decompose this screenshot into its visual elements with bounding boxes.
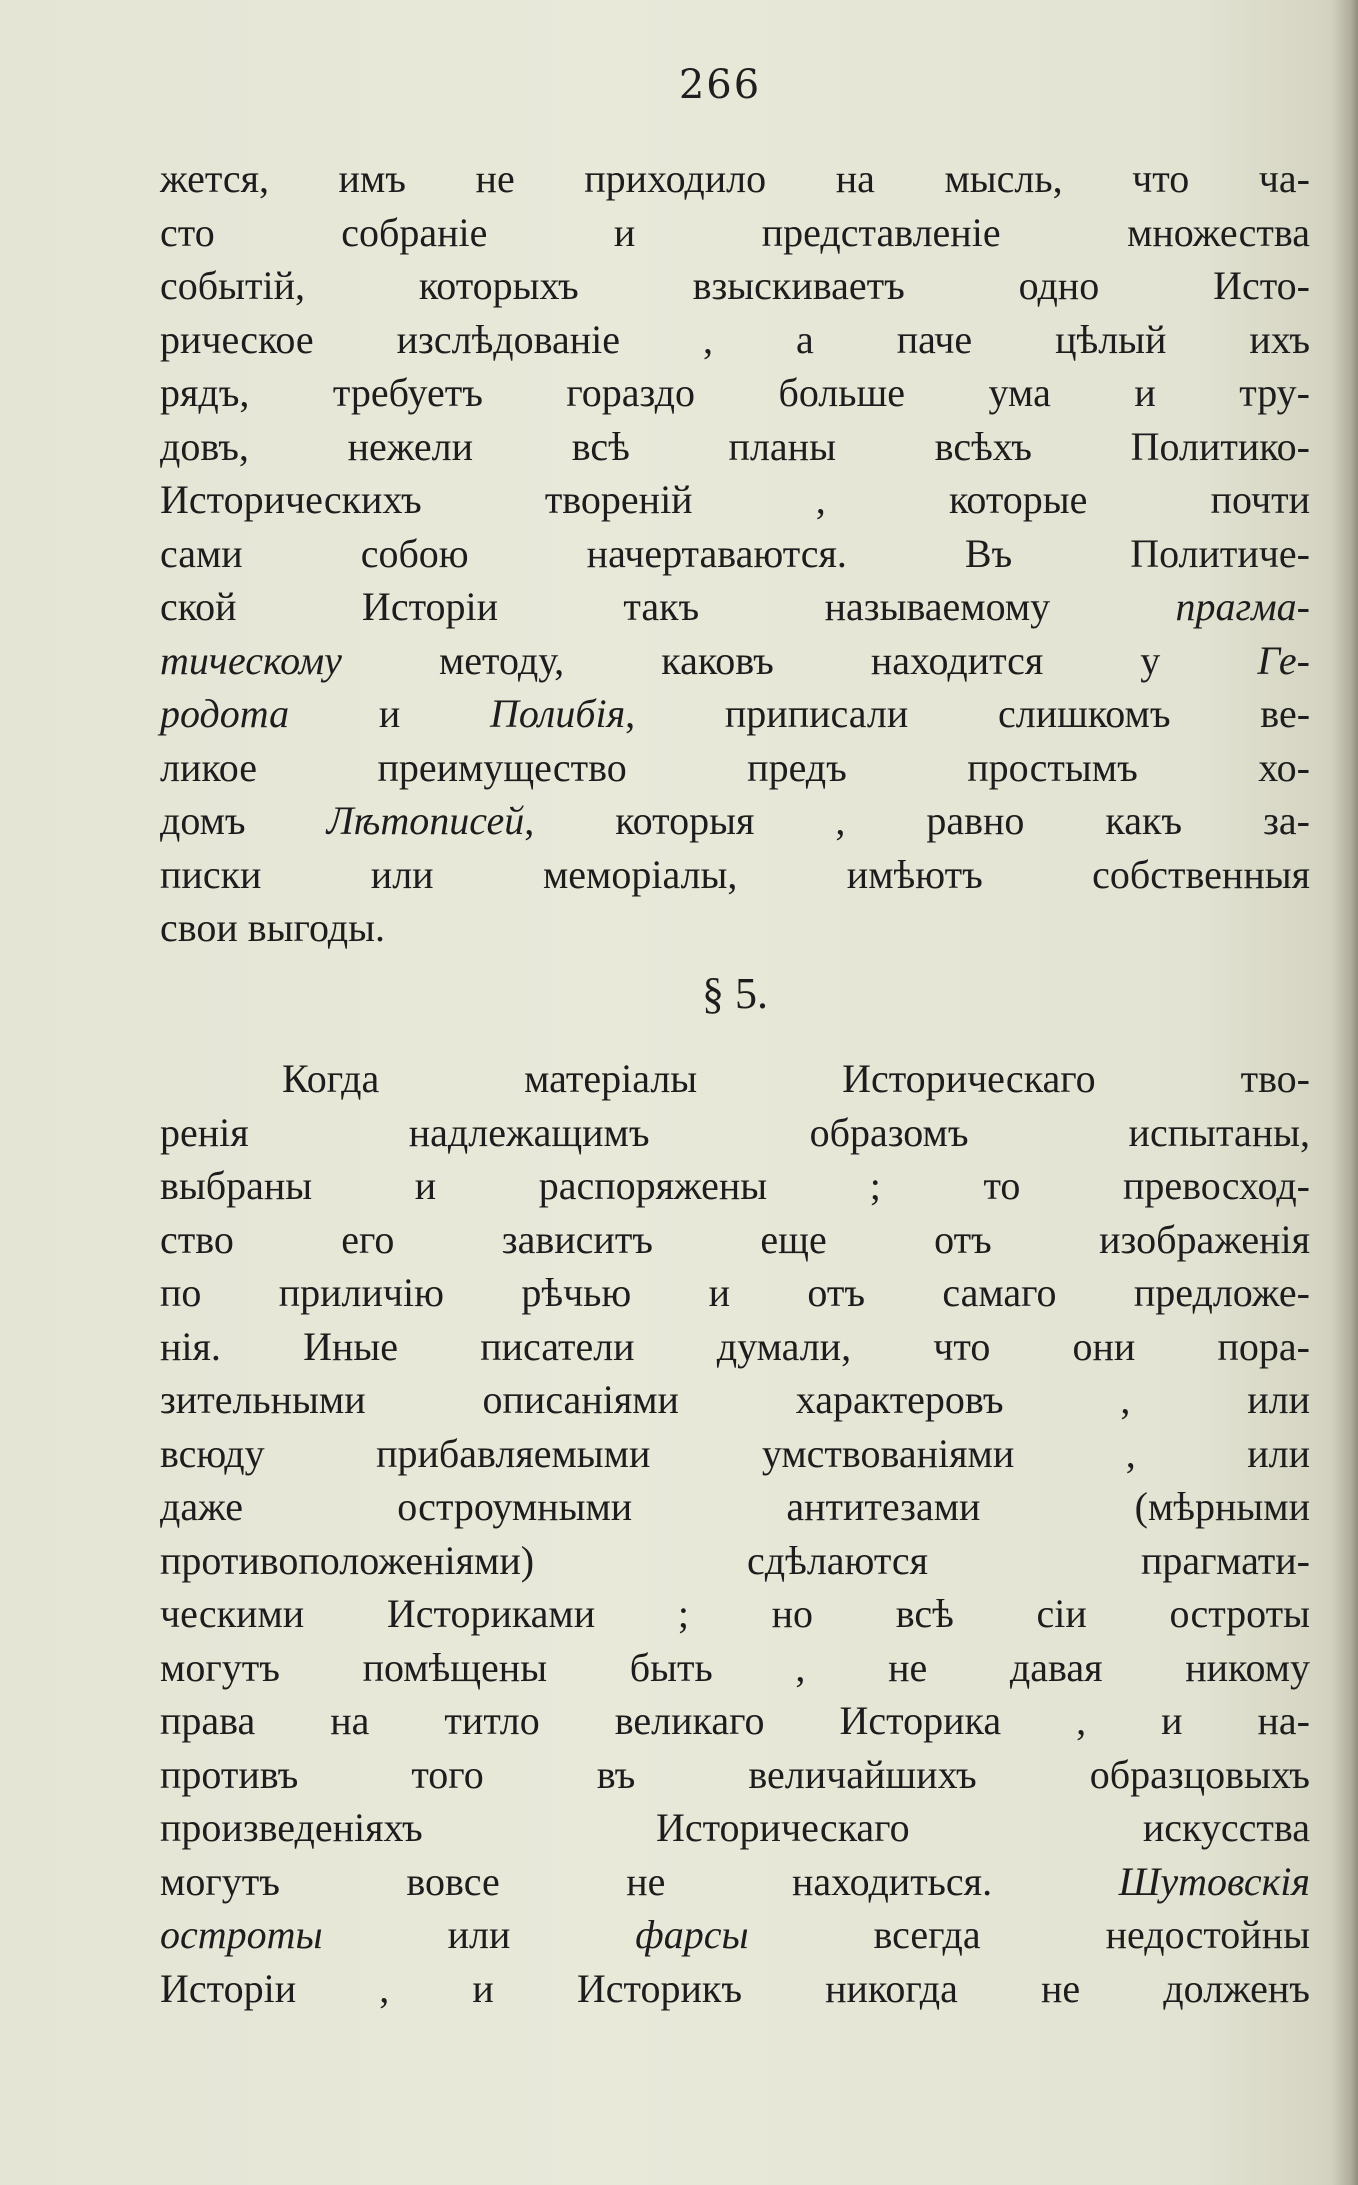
text-line: ликое преимущество предъ простымъ хо- — [160, 744, 1310, 790]
text-line: сами собою начертаваются. Въ Политиче- — [160, 530, 1310, 576]
text-line: права на титло великаго Историка , и на- — [160, 1698, 1310, 1743]
text-line: Когда матеріалы Историческаго тво- — [282, 1056, 1310, 1101]
italic-term: остроты — [160, 1912, 323, 1957]
text-line: ство его зависитъ еще отъ изображенія — [160, 1216, 1310, 1262]
text-line: противоположеніями) сдѣлаются прагмати- — [160, 1537, 1310, 1583]
text-line: ренія надлежащимъ образомъ испытаны, — [160, 1109, 1310, 1155]
line-text: и — [289, 691, 490, 736]
line-text: ской Исторіи такъ называемому — [160, 584, 1176, 629]
text-line — [160, 1855, 1310, 1909]
italic-name: Полибія — [490, 691, 626, 736]
text-line — [160, 580, 1310, 634]
line-text: или — [322, 1912, 636, 1957]
text-line — [160, 1908, 1310, 1962]
text-line: зительными описаніями характеровъ , или — [160, 1377, 1310, 1422]
text-line: ческими Историками ; но всѣ сіи остроты — [160, 1591, 1310, 1636]
text-line: Историческихъ твореній , которые почти — [160, 477, 1310, 522]
text-line: рическое изслѣдованіе , а паче цѣлый ихъ — [160, 316, 1310, 362]
page-edge-shadow — [1332, 0, 1358, 2185]
line-text: домъ — [160, 798, 327, 843]
text-line: писки или меморіалы, имѣютъ собственныя — [160, 851, 1310, 897]
line-text: всегда недостойны — [748, 1912, 1310, 1957]
section-heading: § 5. — [702, 969, 768, 1018]
italic-term: Шутовскія — [1118, 1858, 1310, 1904]
italic-term: тическому — [160, 637, 342, 683]
italic-term: фарсы — [635, 1912, 749, 1957]
text-line: жется, имъ не приходило на мысль, что ча- — [160, 156, 1310, 201]
line-text: , приписали слишкомъ ве- — [625, 691, 1311, 736]
text-line: сто собраніе и представленіе множества — [160, 209, 1310, 255]
italic-term: прагма- — [1175, 584, 1310, 629]
text-line — [160, 794, 1310, 848]
line-text: могутъ вовсе не находиться. — [160, 1858, 1119, 1904]
text-line: противъ того въ величайшихъ образцовыхъ — [160, 1751, 1310, 1797]
text-line: Исторіи , и Историкъ никогда не долженъ — [160, 1965, 1310, 2011]
text-line: могутъ помѣщены быть , не давая никому — [160, 1644, 1310, 1690]
text-line: довъ, нежели всѣ планы всѣхъ Политико- — [160, 423, 1310, 469]
line-text: , которыя , равно какъ за- — [524, 798, 1310, 843]
page-number: 266 — [678, 62, 762, 108]
text-line — [160, 687, 1310, 741]
line-text: методу, каковъ находится у — [341, 637, 1258, 683]
text-line: всюду прибавляемыми умствованіями , или — [160, 1430, 1310, 1476]
text-line: произведеніяхъ Историческаго искусства — [160, 1805, 1310, 1850]
text-line — [160, 634, 1310, 688]
paragraph-continuation — [160, 152, 1310, 955]
text-line: выбраны и распоряжены ; то превосход- — [160, 1163, 1310, 1208]
italic-name: Ге- — [1257, 637, 1310, 683]
paragraph-section-5 — [160, 1052, 1310, 2015]
text-line: нія. Иные писатели думали, что они пора- — [160, 1323, 1310, 1369]
text-line: рядъ, требуетъ гораздо больше ума и тру- — [160, 370, 1310, 415]
text-line: по приличію рѣчью и отъ самаго предложе- — [160, 1270, 1310, 1315]
text-line: даже остроумными антитезами (мѣрными — [160, 1484, 1310, 1529]
italic-term: Лѣтописей — [326, 798, 525, 843]
text-line: событій, которыхъ взыскиваетъ одно Исто- — [160, 263, 1310, 308]
text-line: свои выгоды. — [160, 905, 386, 950]
italic-name: родота — [160, 691, 290, 736]
